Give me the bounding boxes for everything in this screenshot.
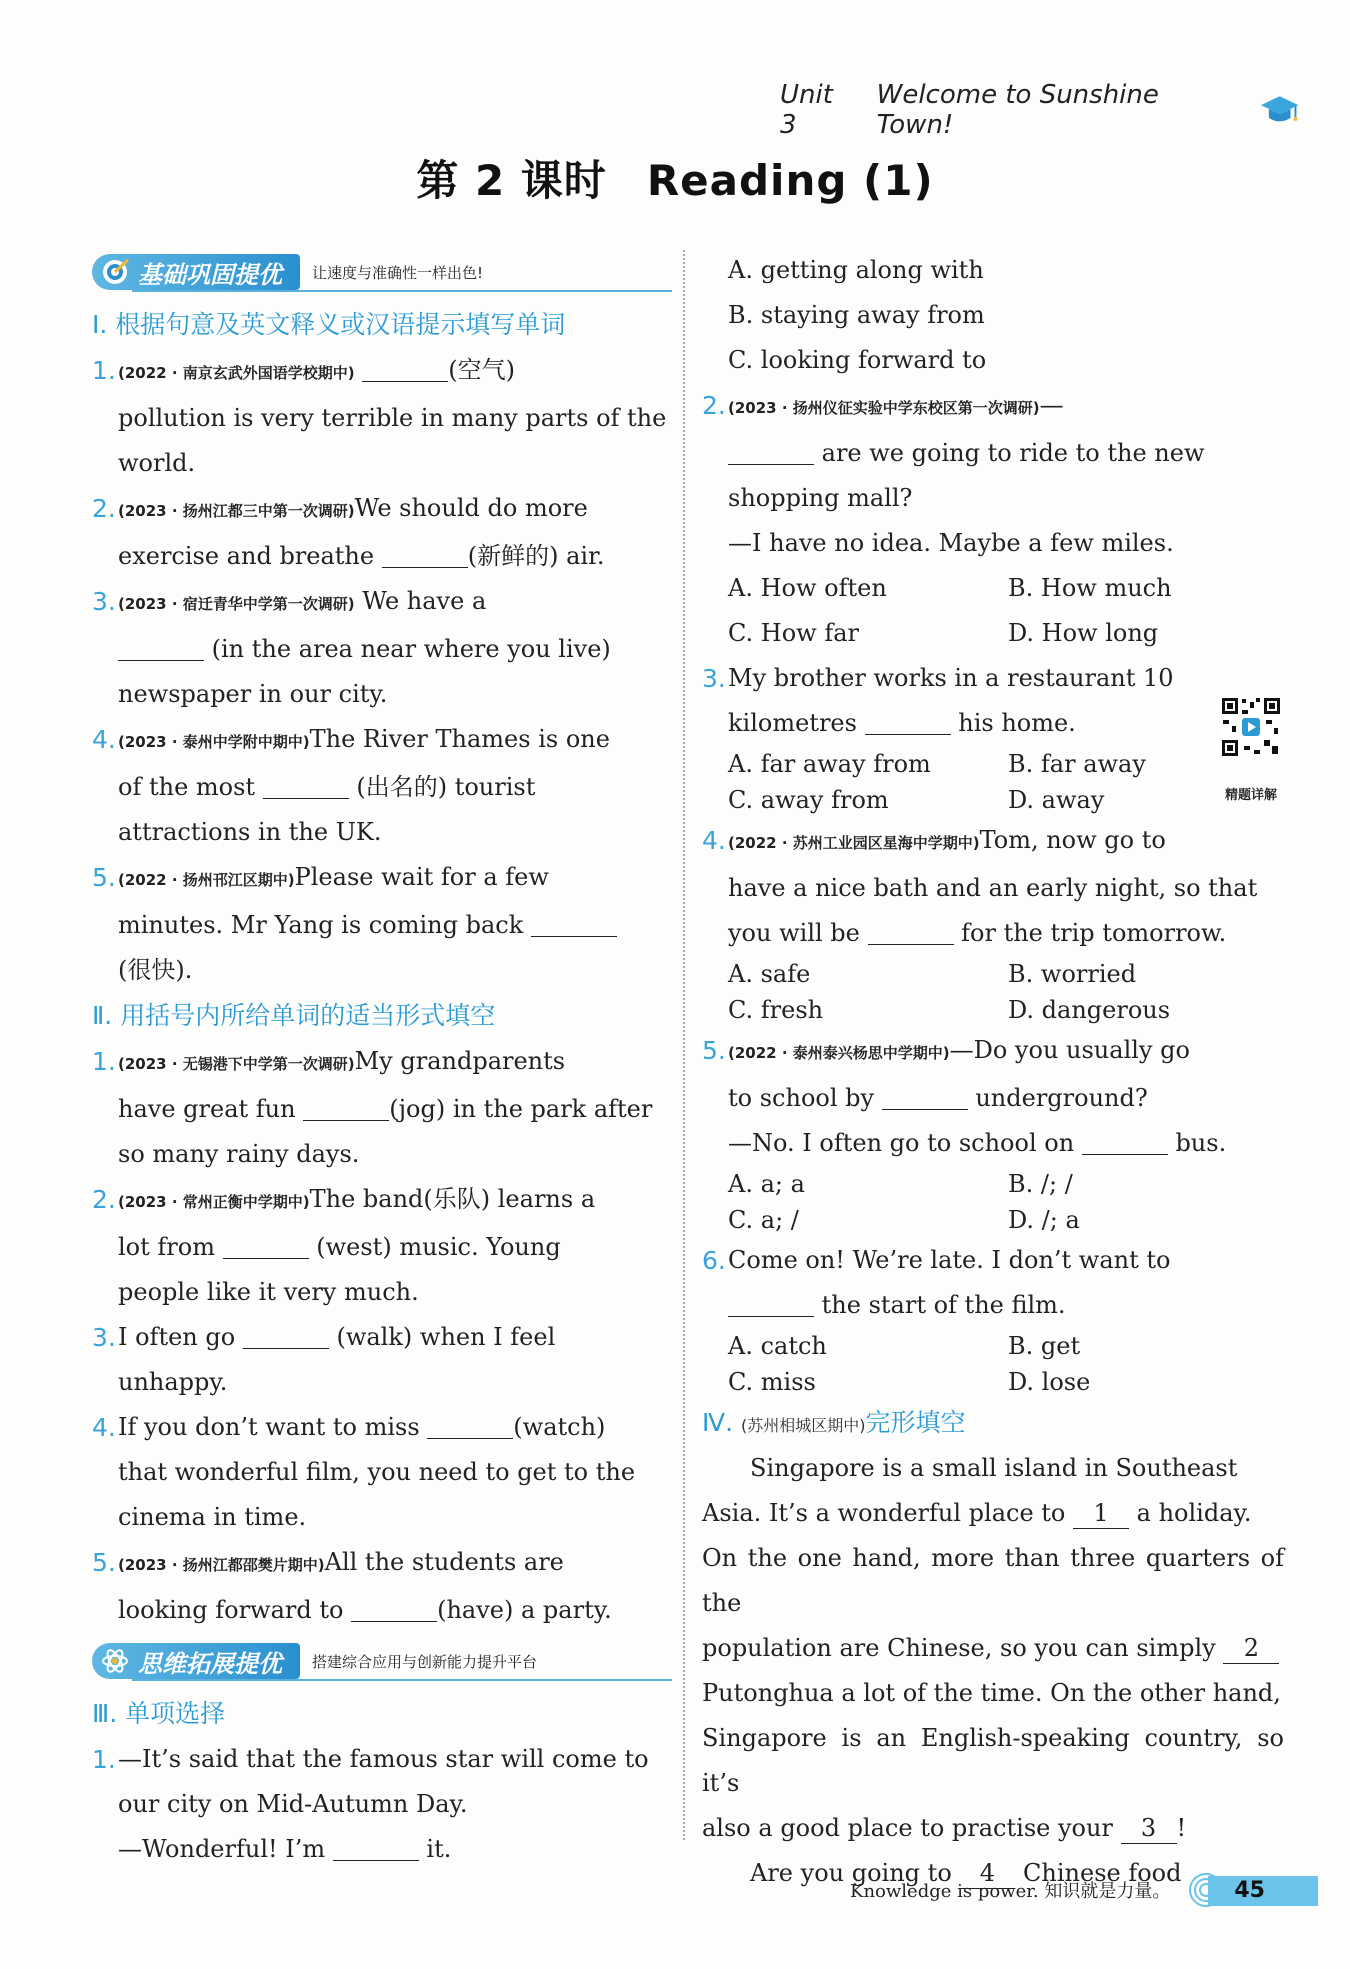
banner-pill xyxy=(92,1643,300,1679)
question-text: The River Thames is one xyxy=(309,725,610,753)
question-number: 4. xyxy=(92,1413,116,1442)
answer-blank[interactable] xyxy=(728,436,814,465)
passage-text: also a good place to practise your xyxy=(702,1814,1113,1842)
answer-blank[interactable] xyxy=(531,908,617,937)
option-c[interactable]: C. miss xyxy=(728,1368,816,1396)
section-1-title: Ⅰ. 根据句意及英文释义或汉语提示填写单词 xyxy=(92,310,566,339)
answer-blank[interactable] xyxy=(223,1230,309,1259)
question-text: newspaper in our city. xyxy=(118,680,388,708)
question-text: pollution is very terrible in many parts of the xyxy=(118,404,667,432)
option-a[interactable]: A. safe xyxy=(728,960,811,988)
question-text: (空气) xyxy=(448,356,515,384)
question-number: 1. xyxy=(92,356,116,385)
unit-label: Unit 3 xyxy=(780,80,833,140)
section-number: Ⅳ. xyxy=(702,1408,734,1437)
answer-blank[interactable] xyxy=(427,1410,513,1439)
question-text: bus. xyxy=(1175,1129,1227,1157)
question-text: (have) a party. xyxy=(437,1596,612,1624)
option-d[interactable]: D. lose xyxy=(1008,1368,1091,1396)
cloze-blank-1[interactable]: 1 xyxy=(1073,1498,1129,1529)
right-column xyxy=(702,248,1284,1896)
question-text: My brother works in a restaurant 10 xyxy=(728,664,1174,692)
question-text: it. xyxy=(426,1835,452,1863)
question-text: you will be xyxy=(728,919,860,947)
graduation-cap-icon xyxy=(1259,92,1300,128)
question-source: (2023 · 无锡港下中学第一次调研) xyxy=(118,1055,355,1073)
option-d[interactable]: D. dangerous xyxy=(1008,996,1171,1024)
lesson-title xyxy=(0,148,1350,208)
question-source: (2022 · 南京玄武外国语学校期中) xyxy=(118,364,355,382)
banner-basic xyxy=(92,250,672,294)
question-text: have a nice bath and an early night, so that xyxy=(728,874,1258,902)
question-text: (新鲜的) air. xyxy=(467,542,605,570)
question-text: We have a xyxy=(362,587,487,615)
atom-icon xyxy=(100,1646,130,1676)
question-text: We should do more xyxy=(354,494,588,522)
s3-q5-options xyxy=(702,1166,1284,1238)
column-divider xyxy=(683,250,685,1840)
answer-blank[interactable] xyxy=(382,539,468,568)
passage-text: Putonghua a lot of the time. On the other hand, xyxy=(702,1679,1281,1707)
question-text: —Wonderful! I’m xyxy=(118,1835,326,1863)
s1-question-4 xyxy=(92,717,672,855)
passage-text: population are Chinese, so you can simply xyxy=(702,1634,1216,1662)
question-source: (2023 · 扬州江都邵樊片期中) xyxy=(118,1556,325,1574)
question-text: have great fun xyxy=(118,1095,296,1123)
answer-blank[interactable] xyxy=(865,706,951,735)
question-text: — xyxy=(1039,391,1064,419)
option-b[interactable]: B. How much xyxy=(1008,574,1172,602)
lesson-title-cn: 第 2 课时 xyxy=(416,156,607,205)
question-text: I often go xyxy=(118,1323,236,1351)
lesson-title-en: Reading (1) xyxy=(646,156,934,205)
answer-blank[interactable] xyxy=(1082,1126,1168,1155)
s1-question-1 xyxy=(92,348,672,486)
passage-text: On the one hand, more than three quarters of the xyxy=(702,1544,1284,1617)
option-c[interactable]: C. away from xyxy=(728,786,889,814)
question-text: minutes. Mr Yang is coming back xyxy=(118,911,524,939)
question-text: (watch) xyxy=(513,1413,606,1441)
page-footer xyxy=(850,1870,1318,1910)
section-title: 完形填空 xyxy=(865,1408,966,1437)
question-number: 2. xyxy=(702,391,726,420)
question-text: the start of the film. xyxy=(821,1291,1066,1319)
banner-pill xyxy=(92,254,300,290)
option-a[interactable]: A. getting along with xyxy=(728,256,984,284)
s1-question-2 xyxy=(92,486,672,579)
question-number: 1. xyxy=(92,1745,116,1774)
option-b[interactable]: B. /; / xyxy=(1008,1170,1073,1198)
question-number: 1. xyxy=(92,1047,116,1076)
option-b[interactable]: B. far away xyxy=(1008,750,1146,778)
s3-question-2 xyxy=(702,383,1284,566)
question-source: (2023 · 扬州江都三中第一次调研) xyxy=(118,502,355,520)
question-text: so many rainy days. xyxy=(118,1140,360,1168)
question-text: The band(乐队) learns a xyxy=(309,1185,596,1213)
option-c[interactable]: C. How far xyxy=(728,619,859,647)
answer-blank[interactable] xyxy=(868,916,954,945)
question-text: —It’s said that the famous star will come to xyxy=(118,1745,649,1773)
question-number: 3. xyxy=(92,1323,116,1352)
s1-question-5 xyxy=(92,855,672,993)
s3-question-1 xyxy=(92,1737,672,1872)
question-text: —I have no idea. Maybe a few miles. xyxy=(728,529,1174,557)
section-source: (苏州相城区期中) xyxy=(740,1416,866,1435)
question-text: My grandparents xyxy=(354,1047,566,1075)
cloze-blank-4[interactable]: 4 xyxy=(959,1858,1015,1889)
answer-blank[interactable] xyxy=(728,1288,814,1317)
question-text: looking forward to xyxy=(118,1596,344,1624)
section-2-title: Ⅱ. 用括号内所给单词的适当形式填空 xyxy=(92,1001,496,1030)
question-source: (2022 · 扬州邗江区期中) xyxy=(118,871,295,889)
s2-question-4 xyxy=(92,1405,672,1540)
unit-header xyxy=(780,80,1300,140)
unit-title: Welcome to Sunshine Town! xyxy=(876,80,1159,140)
question-text: of the most xyxy=(118,773,256,801)
option-a[interactable]: A. catch xyxy=(728,1332,827,1360)
question-text: exercise and breathe xyxy=(118,542,375,570)
question-source: (2023 · 泰州中学附中期中) xyxy=(118,733,310,751)
s3-question-6 xyxy=(702,1238,1284,1328)
s2-question-5 xyxy=(92,1540,672,1633)
s3-q6-options xyxy=(702,1328,1284,1400)
banner-underline xyxy=(132,290,672,292)
question-number: 5. xyxy=(92,863,116,892)
question-source: (2022 · 泰州泰兴杨思中学期中) xyxy=(728,1044,950,1062)
question-text: are we going to ride to the new xyxy=(821,439,1205,467)
question-text: kilometres xyxy=(728,709,857,737)
option-d[interactable]: D. away xyxy=(1008,786,1105,814)
question-text: world. xyxy=(118,449,196,477)
option-c[interactable]: C. fresh xyxy=(728,996,824,1024)
question-text: If you don’t want to miss xyxy=(118,1413,420,1441)
question-number: 6. xyxy=(702,1246,726,1275)
question-text: for the trip tomorrow. xyxy=(961,919,1227,947)
option-b[interactable]: B. worried xyxy=(1008,960,1137,988)
banner-title: 思维拓展提优 xyxy=(138,1649,282,1678)
answer-blank[interactable] xyxy=(118,632,204,661)
question-source: (2023 · 扬州仪征实验中学东校区第一次调研) xyxy=(728,399,1040,417)
question-text: —Do you usually go xyxy=(949,1036,1190,1064)
question-text: (jog) in the park after xyxy=(389,1095,653,1123)
passage-text: ! xyxy=(1176,1814,1187,1842)
page-number: 45 xyxy=(1234,1878,1265,1903)
s3-q2-options xyxy=(702,566,1284,656)
option-c[interactable]: C. looking forward to xyxy=(728,346,987,374)
question-number: 3. xyxy=(702,664,726,693)
qr-code-icon xyxy=(1220,696,1282,758)
question-text: (很快). xyxy=(118,956,193,984)
question-number: 2. xyxy=(92,1185,116,1214)
s3-question-4 xyxy=(702,818,1284,956)
question-source: (2023 · 宿迁青华中学第一次调研) xyxy=(118,595,355,613)
option-a[interactable]: A. How often xyxy=(728,574,887,602)
s2-question-3 xyxy=(92,1315,672,1405)
question-text: All the students are xyxy=(324,1548,564,1576)
s1-question-3 xyxy=(92,579,672,717)
question-text: that wonderful film, you need to get to the xyxy=(118,1458,636,1486)
answer-blank[interactable] xyxy=(333,1832,419,1861)
s2-question-1 xyxy=(92,1039,672,1177)
footer-motto: Knowledge is power. 知识就是力量。 xyxy=(850,1881,1171,1902)
question-text: attractions in the UK. xyxy=(118,818,382,846)
question-text: —No. I often go to school on xyxy=(728,1129,1075,1157)
left-column xyxy=(92,250,672,1872)
question-text: his home. xyxy=(958,709,1076,737)
question-text: cinema in time. xyxy=(118,1503,307,1531)
passage-text: Singapore is an English-speaking country, so it’s xyxy=(702,1724,1284,1797)
answer-blank[interactable] xyxy=(351,1593,437,1622)
answer-blank[interactable] xyxy=(263,770,349,799)
cloze-blank-2[interactable]: 2 xyxy=(1223,1633,1279,1664)
section-3-title: Ⅲ. 单项选择 xyxy=(92,1699,226,1728)
answer-blank[interactable] xyxy=(882,1081,968,1110)
banner-underline xyxy=(132,1679,672,1681)
question-text: Tom, now go to xyxy=(979,826,1166,854)
answer-blank[interactable] xyxy=(303,1092,389,1121)
cloze-blank-3[interactable]: 3 xyxy=(1121,1813,1177,1844)
question-text: (出名的) tourist xyxy=(356,773,536,801)
question-text: Please wait for a few xyxy=(294,863,549,891)
question-number: 5. xyxy=(702,1036,726,1065)
option-d[interactable]: D. /; a xyxy=(1008,1206,1080,1234)
banner-tagline: 搭建综合应用与创新能力提升平台 xyxy=(312,1652,538,1671)
question-text: shopping mall? xyxy=(728,484,913,512)
question-number: 4. xyxy=(702,826,726,855)
question-text: (west) music. Young xyxy=(316,1233,561,1261)
swirl-icon xyxy=(1188,1872,1224,1908)
question-source: (2023 · 常州正衡中学期中) xyxy=(118,1193,310,1211)
passage-text: Singapore is a small island in Southeast xyxy=(750,1454,1238,1482)
s3-q4-options xyxy=(702,956,1284,1028)
cloze-passage xyxy=(702,1446,1284,1896)
question-text: Come on! We’re late. I don’t want to xyxy=(728,1246,1171,1274)
s3-q1-options xyxy=(702,248,1284,383)
option-a[interactable]: A. far away from xyxy=(728,750,931,778)
target-icon xyxy=(100,257,130,287)
s3-q3-options xyxy=(702,746,1284,818)
option-a[interactable]: A. a; a xyxy=(728,1170,805,1198)
banner-tagline: 让速度与准确性一样出色! xyxy=(312,263,484,282)
question-text: people like it very much. xyxy=(118,1278,419,1306)
page-number-badge xyxy=(1188,1872,1318,1908)
question-number: 4. xyxy=(92,725,116,754)
qr-label: 精题详解 xyxy=(1224,788,1277,803)
answer-blank[interactable] xyxy=(243,1320,329,1349)
section-4-title xyxy=(702,1400,1284,1446)
question-number: 3. xyxy=(92,587,116,616)
question-text: underground? xyxy=(975,1084,1148,1112)
s2-question-2 xyxy=(92,1177,672,1315)
passage-text: Asia. It’s a wonderful place to xyxy=(702,1499,1066,1527)
answer-blank[interactable] xyxy=(362,353,448,382)
passage-text: Are you going to xyxy=(750,1859,952,1887)
question-text: to school by xyxy=(728,1084,875,1112)
option-c[interactable]: C. a; / xyxy=(728,1206,799,1234)
qr-code[interactable] xyxy=(1218,696,1284,818)
option-d[interactable]: D. How long xyxy=(1008,619,1159,647)
s3-question-5 xyxy=(702,1028,1284,1166)
banner-extension xyxy=(92,1639,672,1683)
question-text: (walk) when I feel xyxy=(336,1323,556,1351)
question-text: lot from xyxy=(118,1233,215,1261)
question-text: unhappy. xyxy=(118,1368,228,1396)
option-b[interactable]: B. staying away from xyxy=(728,301,985,329)
passage-text: a holiday. xyxy=(1136,1499,1252,1527)
passage-text: Chinese food xyxy=(1023,1859,1182,1887)
option-b[interactable]: B. get xyxy=(1008,1332,1081,1360)
banner-title: 基础巩固提优 xyxy=(138,260,282,289)
question-number: 5. xyxy=(92,1548,116,1577)
question-text: our city on Mid-Autumn Day. xyxy=(118,1790,468,1818)
question-number: 2. xyxy=(92,494,116,523)
question-source: (2022 · 苏州工业园区星海中学期中) xyxy=(728,834,980,852)
question-text: (in the area near where you live) xyxy=(211,635,611,663)
